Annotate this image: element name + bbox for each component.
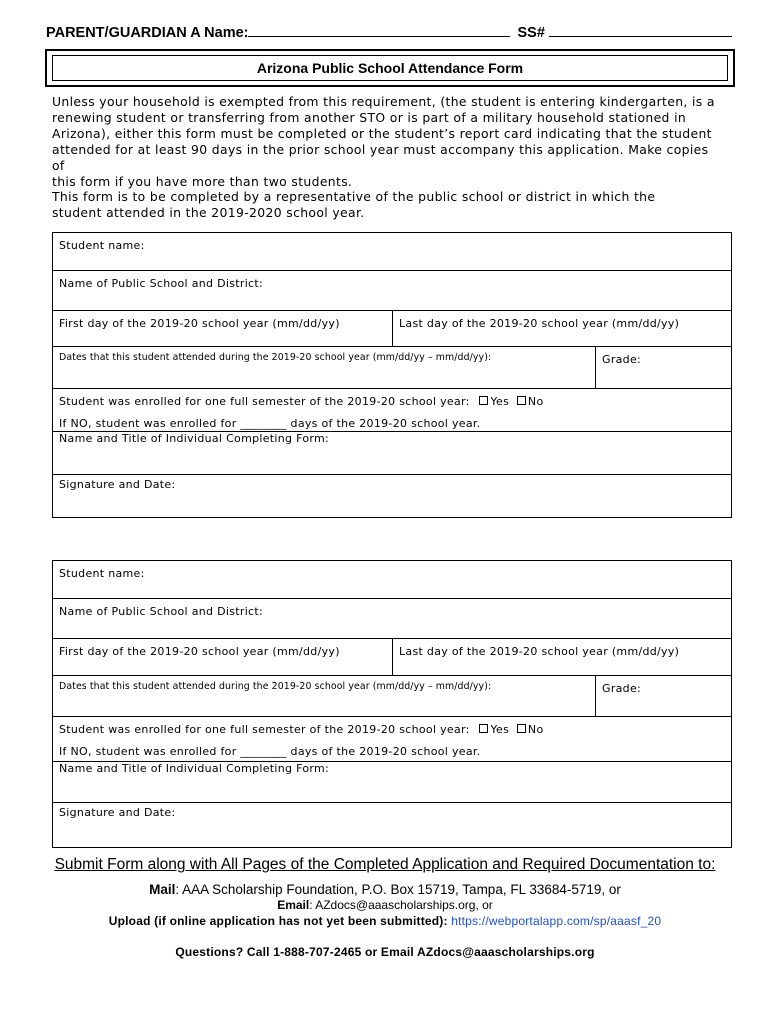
school-district-label: Name of Public School and District: <box>59 277 264 290</box>
guardian-name-blank[interactable] <box>248 22 510 37</box>
student-name-label: Student name: <box>59 239 145 252</box>
no-label: No <box>527 723 544 736</box>
intro-line: Arizona), either this form must be completed or the student’s report card indicating that the student <box>52 126 712 141</box>
upload-label: Upload (if online application has not yet been submitted) <box>108 914 444 928</box>
student-name-field[interactable] <box>53 233 731 271</box>
upload-line <box>0 914 770 928</box>
dates-attended-label: Dates that this student attended during the 2019-20 school year (mm/dd/yy – mm/dd/yy): <box>59 352 492 363</box>
last-day-label: Last day of the 2019-20 school year (mm/dd/yy) <box>399 317 680 330</box>
guardian-header <box>46 22 732 41</box>
title-box <box>45 49 735 87</box>
email-line <box>0 898 770 912</box>
student-name-field[interactable] <box>53 561 731 599</box>
upload-link[interactable]: https://webportalapp.com/sp/aaasf_20 <box>451 914 662 928</box>
attendance-form-2 <box>52 560 732 848</box>
email-address: : AZdocs@aaascholarships.org, or <box>309 898 493 912</box>
last-day-label: Last day of the 2019-20 school year (mm/dd/yy) <box>399 645 680 658</box>
intro-line: attended for at least 90 days in the prior school year must accompany this application. Make copies of <box>52 142 709 173</box>
submit-instructions: Submit Form along with All Pages of the Completed Application and Required Documentation to: <box>54 856 716 873</box>
if-no-days-text: If NO, student was enrolled for ________ days of the 2019-20 school year. <box>59 745 481 758</box>
school-district-label: Name of Public School and District: <box>59 605 264 618</box>
no-label: No <box>527 395 544 408</box>
school-year-row <box>53 311 731 347</box>
intro-line: renewing student or transferring from another STO or is part of a military household stationed in <box>52 110 687 125</box>
name-title-field[interactable] <box>53 762 731 803</box>
attendance-form-1 <box>52 232 732 518</box>
form-title: Arizona Public School Attendance Form <box>52 55 728 81</box>
name-title-label: Name and Title of Individual Completing Form: <box>59 762 330 775</box>
enrollment-row <box>53 389 731 432</box>
grade-label: Grade: <box>602 353 642 366</box>
yes-checkbox[interactable] <box>479 396 488 405</box>
name-title-label: Name and Title of Individual Completing Form: <box>59 432 330 445</box>
grade-field[interactable] <box>595 347 731 388</box>
name-title-field[interactable] <box>53 432 731 475</box>
last-day-field[interactable] <box>392 639 731 675</box>
guardian-name-label: PARENT/GUARDIAN A Name: <box>46 25 249 41</box>
enrollment-question <box>59 395 543 408</box>
enrollment-label: Student was enrolled for one full semester of the 2019-20 school year: <box>59 723 470 736</box>
upload-colon: : <box>443 914 452 928</box>
intro-paragraph-1 <box>52 94 722 190</box>
enrollment-question <box>59 723 543 736</box>
ss-label: SS# <box>517 25 545 41</box>
if-no-days-text: If NO, student was enrolled for ________ days of the 2019-20 school year. <box>59 417 481 430</box>
questions-line: Questions? Call 1-888-707-2465 or Email AZdocs@aaascholarships.org <box>175 945 595 959</box>
yes-label: Yes <box>490 723 510 736</box>
mail-label: Mail <box>149 882 176 897</box>
school-year-row <box>53 639 731 676</box>
dates-attended-field[interactable] <box>53 347 595 388</box>
first-day-label: First day of the 2019-20 school year (mm/dd/yy) <box>59 645 340 658</box>
first-day-label: First day of the 2019-20 school year (mm/dd/yy) <box>59 317 340 330</box>
dates-attended-label: Dates that this student attended during the 2019-20 school year (mm/dd/yy – mm/dd/yy): <box>59 681 492 692</box>
intro-line: Unless your household is exempted from this requirement, (the student is entering kindergarten, is a <box>52 94 715 109</box>
email-label: Email <box>277 898 310 912</box>
grade-field[interactable] <box>595 676 731 716</box>
signature-date-label: Signature and Date: <box>59 478 176 491</box>
dates-grade-row <box>53 676 731 717</box>
intro-line: this form if you have more than two students. <box>52 174 353 189</box>
yes-label: Yes <box>490 395 510 408</box>
enrollment-row <box>53 717 731 762</box>
ss-blank[interactable] <box>549 22 732 37</box>
grade-label: Grade: <box>602 682 642 695</box>
school-district-field[interactable] <box>53 599 731 639</box>
enrollment-label: Student was enrolled for one full semester of the 2019-20 school year: <box>59 395 470 408</box>
mail-address: : AAA Scholarship Foundation, P.O. Box 15719, Tampa, FL 33684-5719, or <box>175 882 621 897</box>
no-checkbox[interactable] <box>517 724 526 733</box>
yes-checkbox[interactable] <box>479 724 488 733</box>
last-day-field[interactable] <box>392 311 731 346</box>
signature-date-field[interactable] <box>53 475 731 517</box>
school-district-field[interactable] <box>53 271 731 311</box>
no-checkbox[interactable] <box>517 396 526 405</box>
signature-date-label: Signature and Date: <box>59 806 176 819</box>
first-day-field[interactable] <box>53 639 392 675</box>
first-day-field[interactable] <box>53 311 392 346</box>
intro-line: student attended in the 2019-2020 school year. <box>52 205 365 220</box>
signature-date-field[interactable] <box>53 803 731 847</box>
student-name-label: Student name: <box>59 567 145 580</box>
mail-line <box>0 882 770 897</box>
dates-grade-row <box>53 347 731 389</box>
dates-attended-field[interactable] <box>53 676 595 716</box>
intro-line: This form is to be completed by a representative of the public school or district in which the <box>52 189 656 204</box>
intro-paragraph-2 <box>52 189 722 221</box>
